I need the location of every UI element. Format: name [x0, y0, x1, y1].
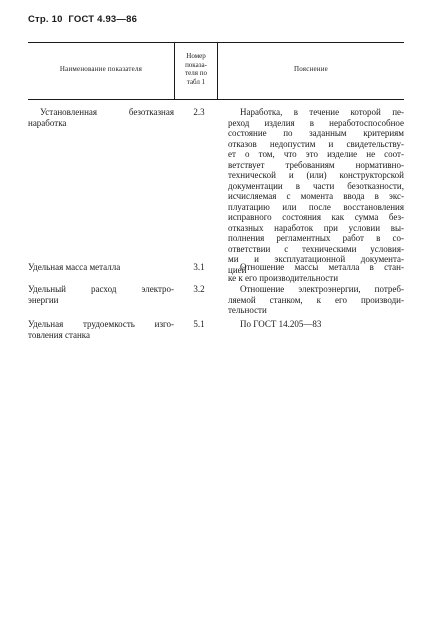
indicator-name-line: Установленная безотказная — [40, 107, 174, 117]
indicator-name-line: наработка — [28, 117, 67, 128]
note-line: цией — [228, 264, 247, 275]
note-line: ми и эксплуатационной документа- — [228, 254, 404, 264]
page-header — [28, 14, 137, 25]
page-label: Стр. 10 — [28, 14, 63, 25]
note-line: плуатацию или после восстановления — [228, 201, 404, 212]
indicator-note — [228, 262, 404, 283]
note-line: Отношение электроэнергии, потреб- — [240, 284, 404, 294]
indicator-name — [28, 319, 174, 340]
indicator-name-line: Удельная трудоемкость изго- — [28, 319, 174, 329]
note-line: отказов недопустим и свидетельству- — [228, 138, 404, 149]
note-line: реход изделия в неработоспособное — [228, 117, 404, 128]
note-line: ке к его производительности — [228, 272, 339, 283]
note-line: ветствует требованиям нормативно- — [228, 159, 404, 170]
note-line: Наработка, в течение которой пе- — [240, 107, 404, 117]
indicator-note — [228, 284, 404, 316]
note-line: ответствии с техническими условия- — [228, 243, 404, 254]
indicator-table — [28, 42, 404, 340]
table-header — [28, 42, 404, 100]
standard-number: ГОСТ 4.93—86 — [68, 14, 138, 25]
column-header-number-line: теля по — [185, 69, 207, 77]
indicator-name — [28, 262, 174, 273]
column-header-name: Наименование показателя — [59, 65, 143, 73]
column-header-number-line: табл 1 — [186, 77, 206, 86]
note-line: технической и (или) конструкторской — [228, 170, 404, 180]
indicator-name — [28, 284, 174, 305]
indicator-number: 2.3 — [193, 107, 205, 117]
column-header-number — [175, 52, 217, 86]
note-line: тельности — [228, 305, 267, 315]
column-header-number-line: Номер — [186, 52, 206, 60]
indicator-note — [228, 319, 404, 330]
note-line: Отношение массы металла в стан- — [240, 262, 404, 272]
note-line: исчисляемая с момента ввода в экс- — [228, 191, 404, 201]
note-line: ет о том, что это изделие не соот- — [228, 149, 404, 159]
note-line: полнения регламентных работ в со- — [228, 233, 404, 243]
column-header-note: Пояснение — [293, 65, 328, 73]
indicator-name-line: энергии — [28, 294, 59, 305]
indicator-name-line: Удельный расход электро- — [28, 284, 174, 294]
column-header-number-line: показа- — [185, 60, 207, 69]
note-line: документации в части безотказности, — [228, 180, 404, 191]
note-line: По ГОСТ 14.205—83 — [240, 319, 322, 329]
note-line: ляемой станком, к его производи- — [228, 294, 404, 305]
note-line: исправного состояния как сумма без- — [228, 212, 404, 222]
indicator-number: 5.1 — [193, 319, 205, 329]
indicator-note — [228, 107, 404, 275]
note-line: отказных наработок при условии вы- — [228, 222, 404, 233]
indicator-name — [28, 107, 174, 128]
indicator-number: 3.2 — [193, 284, 205, 294]
indicator-name-line: Удельная масса металла — [28, 262, 121, 272]
indicator-number: 3.1 — [193, 262, 205, 272]
indicator-name-line: товления станка — [28, 329, 91, 340]
note-line: состояние по заданным критериям — [228, 128, 404, 138]
